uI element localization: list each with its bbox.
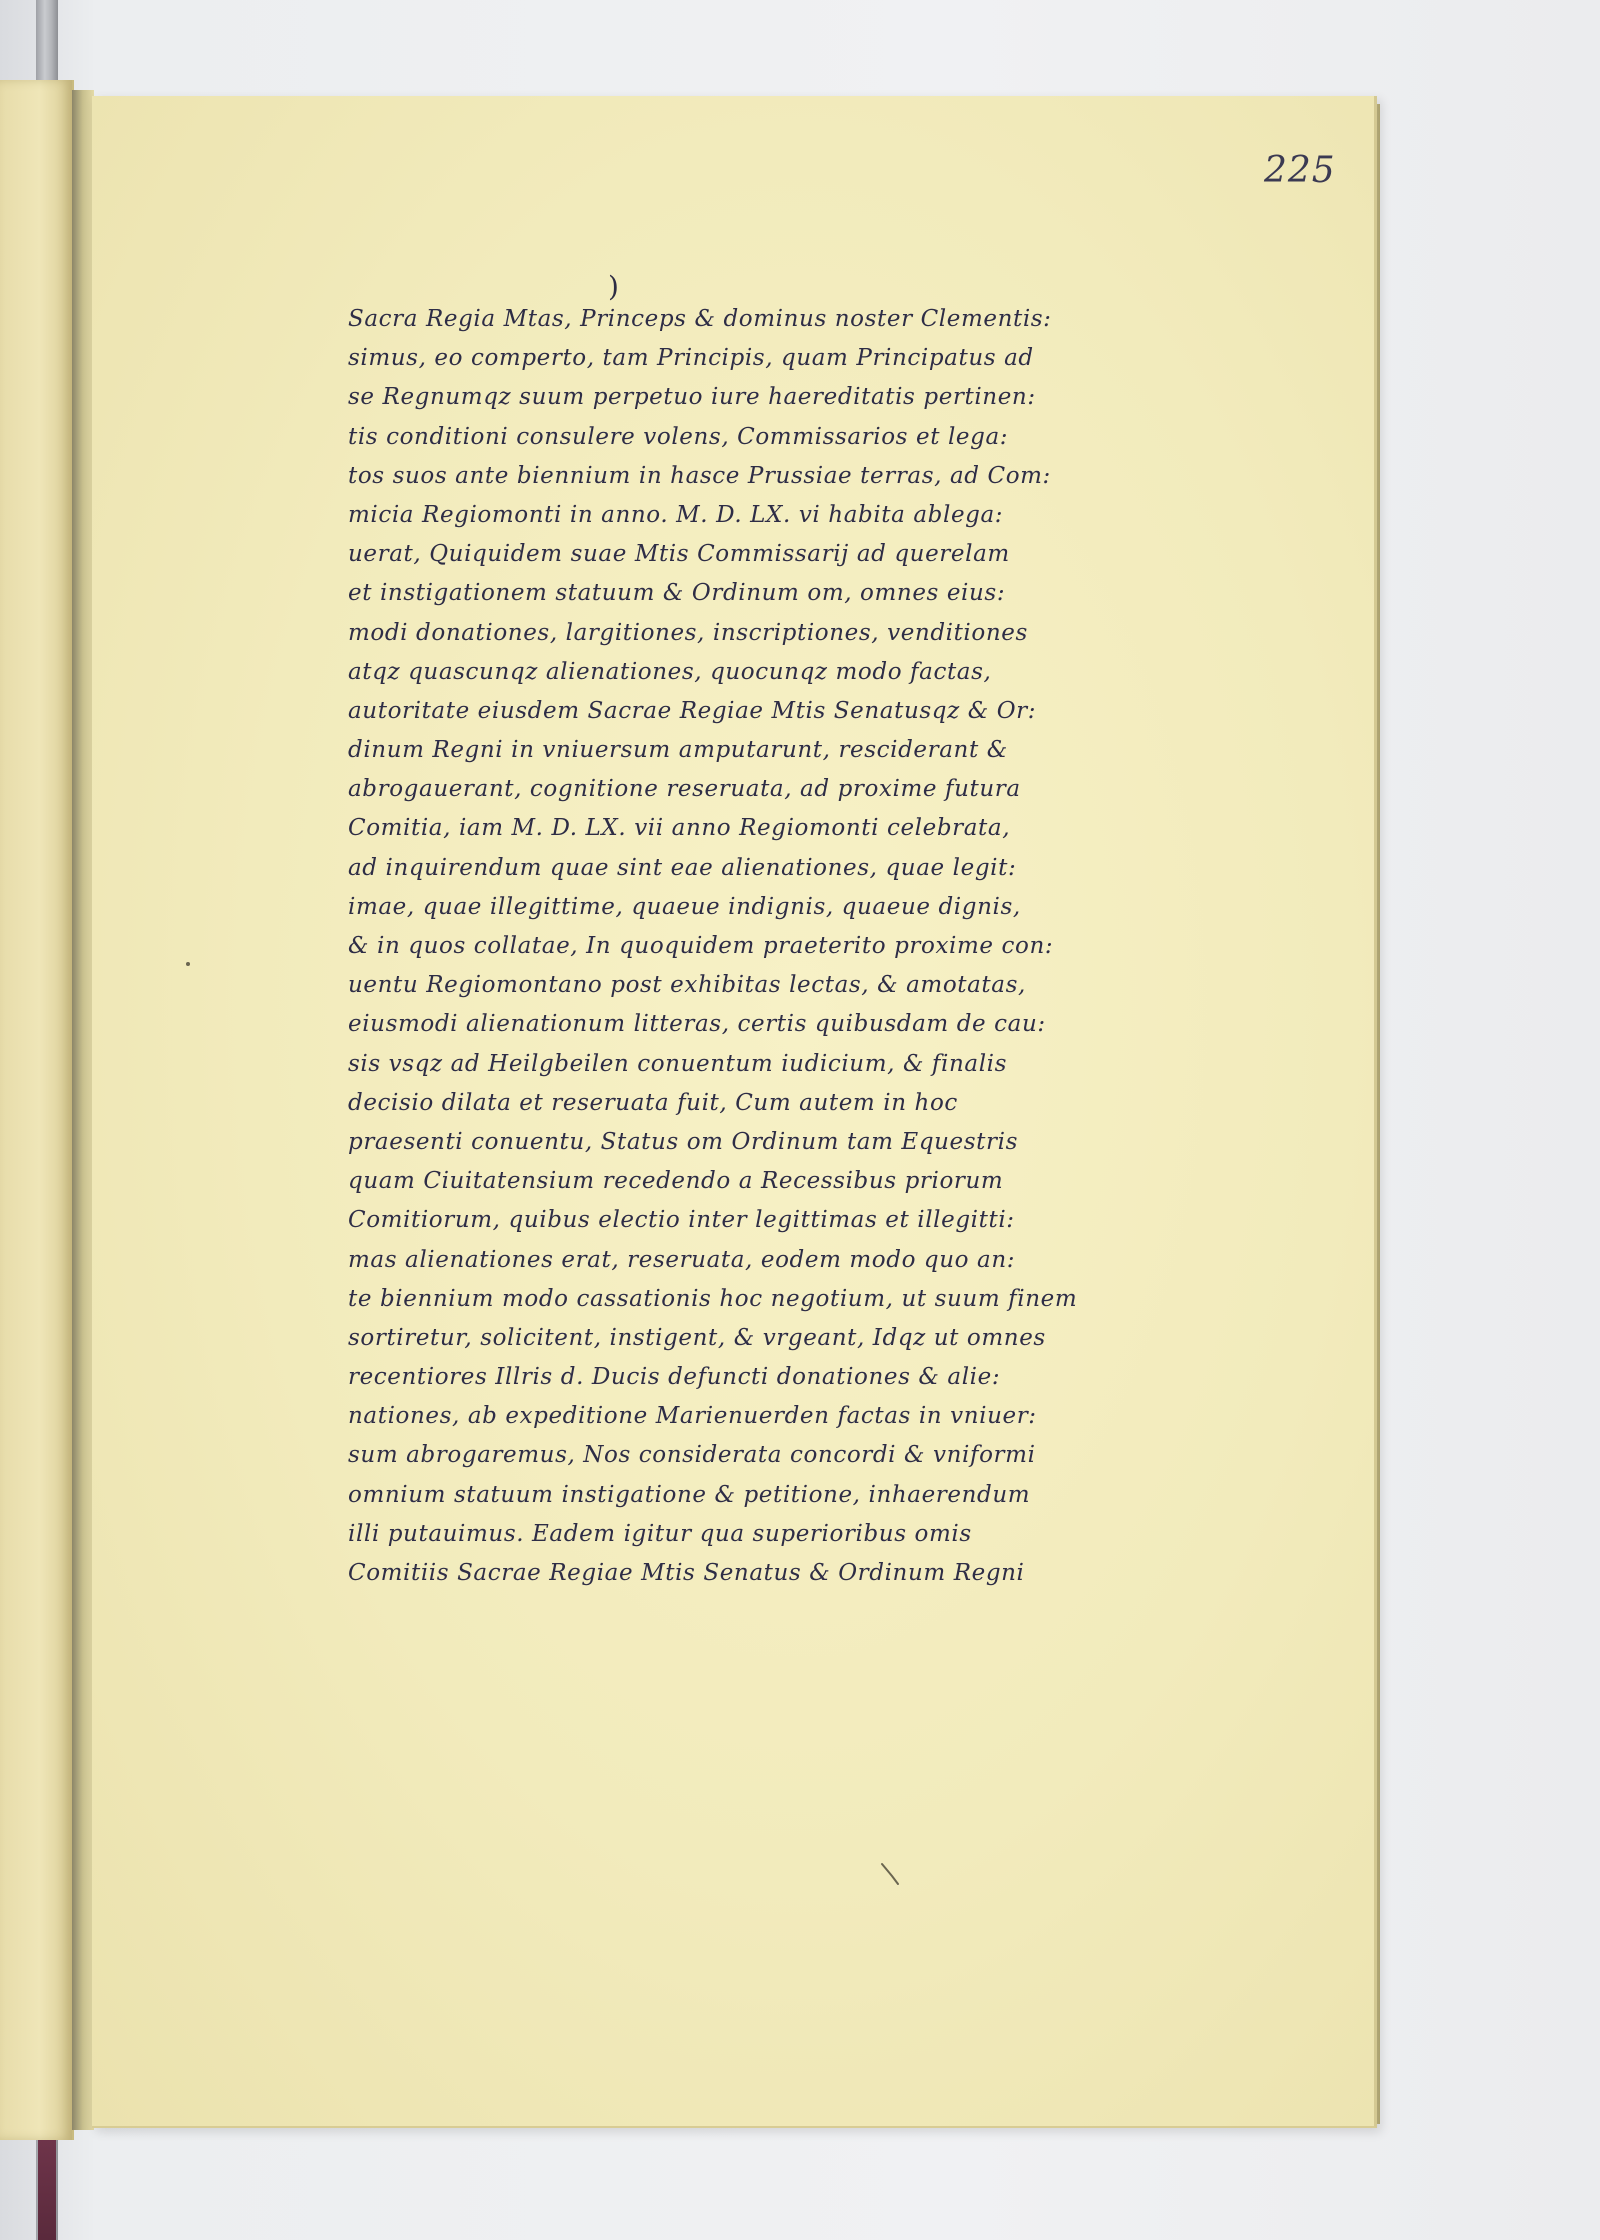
text-line: ad inquirendum quae sint eae alienationes, quae legit: xyxy=(348,854,1017,881)
text-line: mas alienationes erat, reseruata, eodem modo quo an: xyxy=(348,1246,1016,1273)
text-line: Sacra Regia Mtas, Princeps & dominus noster Clementis: xyxy=(348,306,1052,332)
folio-number: 225 xyxy=(1264,150,1336,191)
text-line: et instigationem statuum & Ordinum om, omnes eius: xyxy=(348,580,1006,607)
text-line: tis conditioni consulere volens, Commissarios et lega: xyxy=(348,423,1009,450)
text-line: uentu Regiomontano post exhibitas lectas, & amotatas, xyxy=(348,972,1026,999)
text-line: eiusmodi alienationum litteras, certis quibusdam de cau: xyxy=(348,1011,1046,1038)
text-line: autoritate eiusdem Sacrae Regiae Mtis Senatusqz & Or: xyxy=(348,697,1037,724)
pen-stroke-mark xyxy=(878,1860,906,1888)
text-line: modi donationes, largitiones, inscriptiones, venditiones xyxy=(348,619,1028,646)
text-line: abrogauerant, cognitione reseruata, ad proxime futura xyxy=(348,776,1021,803)
book-gutter xyxy=(72,90,94,2130)
text-line: uerat, Quiquidem suae Mtis Commissarij ad querelam xyxy=(348,541,1010,568)
left-facing-page xyxy=(0,80,74,2140)
text-line: sum abrogaremus, Nos considerata concordi & vniformi xyxy=(348,1442,1036,1469)
text-line: Comitiorum, quibus electio inter legittimas et illegitti: xyxy=(348,1207,1015,1234)
margin-dot xyxy=(186,962,190,966)
text-line: quam Ciuitatensium recedendo a Recessibus priorum xyxy=(348,1168,1004,1195)
text-line: recentiores Illris d. Ducis defuncti donationes & alie: xyxy=(348,1364,1001,1391)
text-line: decisio dilata et reseruata fuit, Cum autem in hoc xyxy=(348,1089,958,1116)
text-line: micia Regiomonti in anno. M. D. LX. vi habita ablega: xyxy=(348,501,1004,528)
text-line: Comitiis Sacrae Regiae Mtis Senatus & Ordinum Regni xyxy=(348,1560,1025,1586)
text-line: dinum Regni in vniuersum amputarunt, resciderant & xyxy=(348,737,1008,764)
text-line: & in quos collatae, In quoquidem praeterito proxime con: xyxy=(348,933,1054,959)
text-line: te biennium modo cassationis hoc negotium, ut suum finem xyxy=(348,1285,1078,1312)
text-line: Comitia, iam M. D. LX. vii anno Regiomonti celebrata, xyxy=(348,815,1011,842)
manuscript-text xyxy=(348,300,1148,1593)
text-line: illi putauimus. Eadem igitur qua superioribus omis xyxy=(348,1520,972,1547)
text-line: simus, eo comperto, tam Principis, quam Principatus ad xyxy=(348,345,1034,372)
text-line: sis vsqz ad Heilgbeilen conuentum iudicium, & finalis xyxy=(348,1050,1008,1077)
text-line: praesenti conuentu, Status om Ordinum tam Equestris xyxy=(348,1128,1018,1155)
text-line: sortiretur, solicitent, instigent, & vrgeant, Idqz ut omnes xyxy=(348,1324,1046,1351)
text-line: tos suos ante biennium in hasce Prussiae terras, ad Com: xyxy=(348,462,1051,489)
text-line: nationes, ab expeditione Marienuerden factas in vniuer: xyxy=(348,1403,1037,1430)
text-line: atqz quascunqz alienationes, quocunqz modo factas, xyxy=(348,658,992,685)
top-mark: ) xyxy=(608,270,619,303)
text-line: omnium statuum instigatione & petitione, inhaerendum xyxy=(348,1481,1031,1508)
text-line: se Regnumqz suum perpetuo iure haereditatis pertinen: xyxy=(348,384,1036,411)
text-line: imae, quae illegittime, quaeue indignis, quaeue dignis, xyxy=(348,893,1021,920)
